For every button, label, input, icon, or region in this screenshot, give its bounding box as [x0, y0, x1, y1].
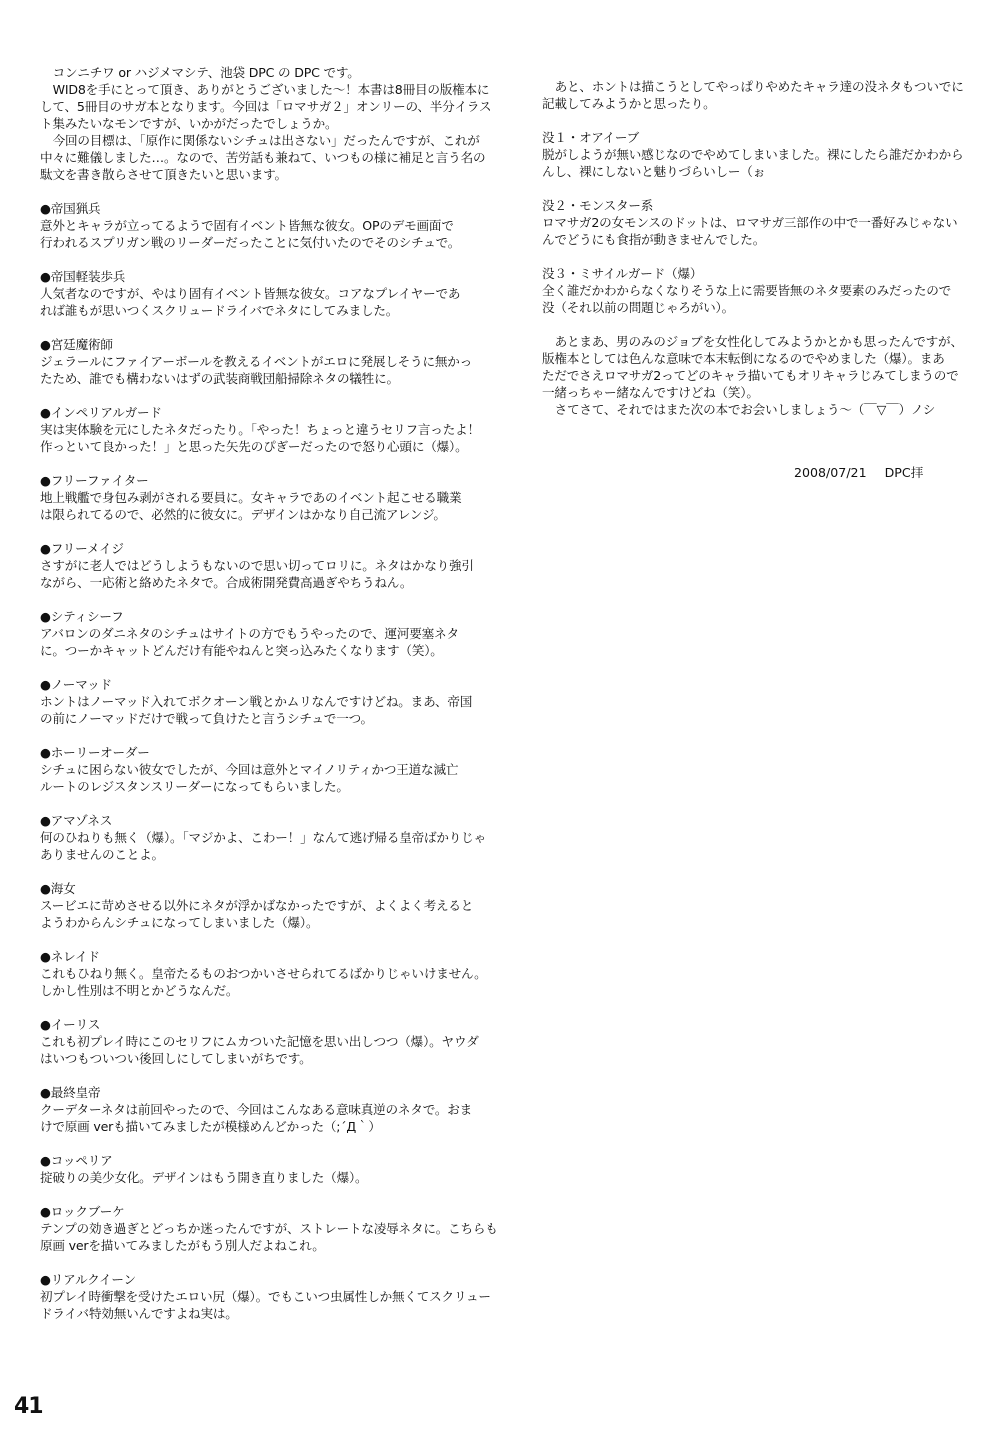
note-line: ホントはノーマッド入れてボクオーン戦とかムリなんですけどね。まあ、帝国 — [40, 694, 473, 709]
note-section — [40, 676, 492, 727]
note-heading: ●ホーリーオーダー — [40, 745, 150, 760]
page-number: 41 — [14, 1394, 43, 1419]
note-line: 何のひねりも無く（爆）。「マジかよ、こわー！」なんて逃げ帰る皇帝ばかりじゃ — [40, 830, 486, 845]
note-heading: ●リアルクイーン — [40, 1272, 136, 1287]
closing-line: 一緒っちゃー緒なんですけどね（笑）。 — [542, 385, 759, 400]
note-heading: ●シティシーフ — [40, 609, 124, 624]
note-heading: ●ノーマッド — [40, 677, 112, 692]
note-line: 没（それ以前の問題じゃろがい）。 — [542, 300, 735, 315]
note-section — [40, 1271, 492, 1322]
note-line: はいつもついつい後回しにしてしまいがちです。 — [40, 1051, 312, 1066]
note-line: 地上戦艦で身包み剥がされる要員に。女キャラであのイベント起こせる職業 — [40, 490, 462, 505]
closing-line: あとまあ、男のみのジョブを女性化してみようかとかも思ったんですが、 — [554, 334, 963, 349]
note-section — [40, 1152, 492, 1186]
closing-paragraph — [542, 333, 974, 401]
note-heading: ●宮廷魔術師 — [40, 337, 113, 352]
note-line: んし、裸にしないと魅りづらいしー（ぉ — [542, 164, 766, 179]
note-line: 初プレイ時衝撃を受けたエロい尻（爆）。でもこいつ虫属性しか無くてスクリュー — [40, 1289, 491, 1304]
note-line: 全く誰だかわからなくなりそうな上に需要皆無のネタ要素のみだったので — [542, 283, 951, 298]
right-column — [542, 78, 974, 418]
note-heading: ●アマゾネス — [40, 813, 113, 828]
note-line: 人気者なのですが、やはり固有イベント皆無な彼女。コアなプレイヤーであ — [40, 286, 461, 301]
signature-date: 2008/07/21 — [794, 465, 867, 480]
note-line: 作っといて良かった！」と思った矢先のぴぎーだったので怒り心頭に（爆）。 — [40, 439, 468, 454]
note-line: ながら、一応術と絡めたネタで。合成術開発費高過ぎやちうねん。 — [40, 575, 413, 590]
note-section — [40, 472, 492, 523]
note-line: ようわからんシチュになってしまいました（爆）。 — [40, 915, 319, 930]
note-section — [40, 880, 492, 931]
note-line: んでどうにも食指が動きませんでした。 — [542, 232, 766, 247]
note-line: スービエに苛めさせる以外にネタが浮かばなかったですが、よくよく考えると — [40, 898, 474, 913]
note-heading: ●海女 — [40, 881, 76, 896]
intro — [40, 64, 492, 183]
note-heading: ●帝国猟兵 — [40, 201, 101, 216]
note-line: 掟破りの美少女化。デザインはもう開き直りました（爆）。 — [40, 1170, 368, 1185]
note-section — [40, 812, 492, 863]
note-section — [40, 948, 492, 999]
note-line: ロマサガ2の女モンスのドットは、ロマサガ三部作の中で一番好みじゃない — [542, 215, 958, 230]
note-line: 意外とキャラが立ってるようで固有イベント皆無な彼女。OPのデモ画面で — [40, 218, 454, 233]
note-line: 実は実体験を元にしたネタだったり。「やった！ちょっと違うセリフ言ったよ！ — [40, 422, 480, 437]
note-line: ルートのレジスタンスリーダーになってもらいました。 — [40, 779, 349, 794]
note-line: 脱がしようが無い感じなのでやめてしまいました。裸にしたら誰だかわから — [542, 147, 964, 162]
signoff: さてさて、それではまた次の本でお会いしましょう〜（￣▽￣）ノシ — [554, 402, 936, 417]
note-line: ドライバ特効無いんですよね実は。 — [40, 1306, 238, 1321]
note-line: 原画 verを描いてみましたがもう別人だよねこれ。 — [40, 1238, 325, 1253]
note-heading: ●最終皇帝 — [40, 1085, 101, 1100]
note-line: ありませんのことよ。 — [40, 847, 164, 862]
note-line: これもひねり無く。皇帝たるものおつかいさせられてるばかりじゃいけません。 — [40, 966, 487, 981]
note-section — [40, 608, 492, 659]
note-line: テンプの効き過ぎとどっちか迷ったんですが、ストレートな凌辱ネタに。こちらも — [40, 1221, 498, 1236]
note-heading: ●イーリス — [40, 1017, 101, 1032]
note-heading: ●フリーメイジ — [40, 541, 124, 556]
note-line: クーデターネタは前回やったので、今回はこんなある意味真逆のネタで。おま — [40, 1102, 473, 1117]
intro-paragraph: 今回の目標は、「原作に関係ないシチュは出さない」だったんですが、これが中々に難儀しました…。なので、苦労話も兼ねて、いつもの様に補足と言う名の駄文を書き散らさせて頂きたいと思います。 — [40, 133, 486, 182]
note-line: に。つーかキャットどんだけ有能やねんと突っ込みたくなります（笑）。 — [40, 643, 443, 658]
note-line: ジェラールにファイアーボールを教えるイベントがエロに発展しそうに無かっ — [40, 354, 473, 369]
intro-paragraph: WID8を手にとって頂き、ありがとうございました〜！本書は8冊目の版権本にして、5冊目のサガ本となります。今回は「ロマサガ２」オンリーの、半分イラスト集みたいなモンですが、いかがだったでしょうか。 — [40, 82, 492, 131]
note-heading: ●コッペリア — [40, 1153, 113, 1168]
note-section — [40, 744, 492, 795]
note-section — [40, 404, 492, 455]
note-section — [542, 129, 974, 180]
note-line: れば誰もが思いつくスクリュードライバでネタにしてみました。 — [40, 303, 399, 318]
rejected-intro-line: 記載してみようかと思ったり。 — [542, 96, 716, 111]
note-section — [40, 268, 492, 319]
note-section — [40, 200, 492, 251]
closing-line: ただでさえロマサガ2ってどのキャラ描いてもオリキャラじみてしまうので — [542, 368, 959, 383]
note-line: は限られてるので、必然的に彼女に。デザインはかなり自己流アレンジ。 — [40, 507, 446, 522]
note-heading: 没１・オアイーブ — [542, 130, 640, 145]
intro-greeting: コンニチワ or ハジメマシテ、池袋 DPC の DPC です。 — [52, 65, 360, 80]
left-column — [40, 64, 498, 1322]
note-section — [542, 265, 974, 316]
rejected-ideas — [542, 129, 974, 316]
closing-line: 版権本としては色んな意味で本末転倒になるのでやめました（爆）。まあ — [542, 351, 945, 366]
note-section — [542, 197, 974, 248]
note-line: アバロンのダニネタのシチュはサイトの方でもうやったので、運河要塞ネタ — [40, 626, 459, 641]
note-section — [40, 1203, 498, 1254]
note-section — [40, 540, 492, 591]
note-heading: 没２・モンスター系 — [542, 198, 654, 213]
character-notes — [40, 200, 498, 1322]
note-line: さすがに老人ではどうしようもないので思い切ってロリに。ネタはかなり強引 — [40, 558, 474, 573]
note-line: の前にノーマッドだけで戦って負けたと言うシチュで一つ。 — [40, 711, 373, 726]
note-section — [40, 1084, 492, 1135]
note-heading: ●ネレイド — [40, 949, 100, 964]
signature-author: DPC拝 — [884, 465, 924, 480]
note-section — [40, 336, 492, 387]
note-heading: 没３・ミサイルガード（爆） — [542, 266, 703, 281]
note-line: 行われるスプリガン戦のリーダーだったことに気付いたのでそのシチュで。 — [40, 235, 461, 250]
note-line: けで原画 verも描いてみましたが模様めんどかった（;´Д｀） — [40, 1119, 381, 1134]
note-heading: ●帝国軽装歩兵 — [40, 269, 126, 284]
note-heading: ●インペリアルガード — [40, 405, 162, 420]
rejected-intro-line: あと、ホントは描こうとしてやっぱりやめたキャラ達の没ネタもついでに — [554, 79, 964, 94]
note-line: これも初プレイ時にこのセリフにムカついた記憶を思い出しつつ（爆）。ヤウダ — [40, 1034, 479, 1049]
note-line: シチュに困らない彼女でしたが、今回は意外とマイノリティかつ王道な滅亡 — [40, 762, 459, 777]
signature — [794, 462, 923, 481]
note-line: しかし性別は不明とかどうなんだ。 — [40, 983, 239, 998]
note-heading: ●フリーファイター — [40, 473, 149, 488]
note-section — [40, 1016, 492, 1067]
note-line: たため、誰でも構わないはずの武装商戦団船掃除ネタの犠牲に。 — [40, 371, 399, 386]
note-heading: ●ロックブーケ — [40, 1204, 125, 1219]
